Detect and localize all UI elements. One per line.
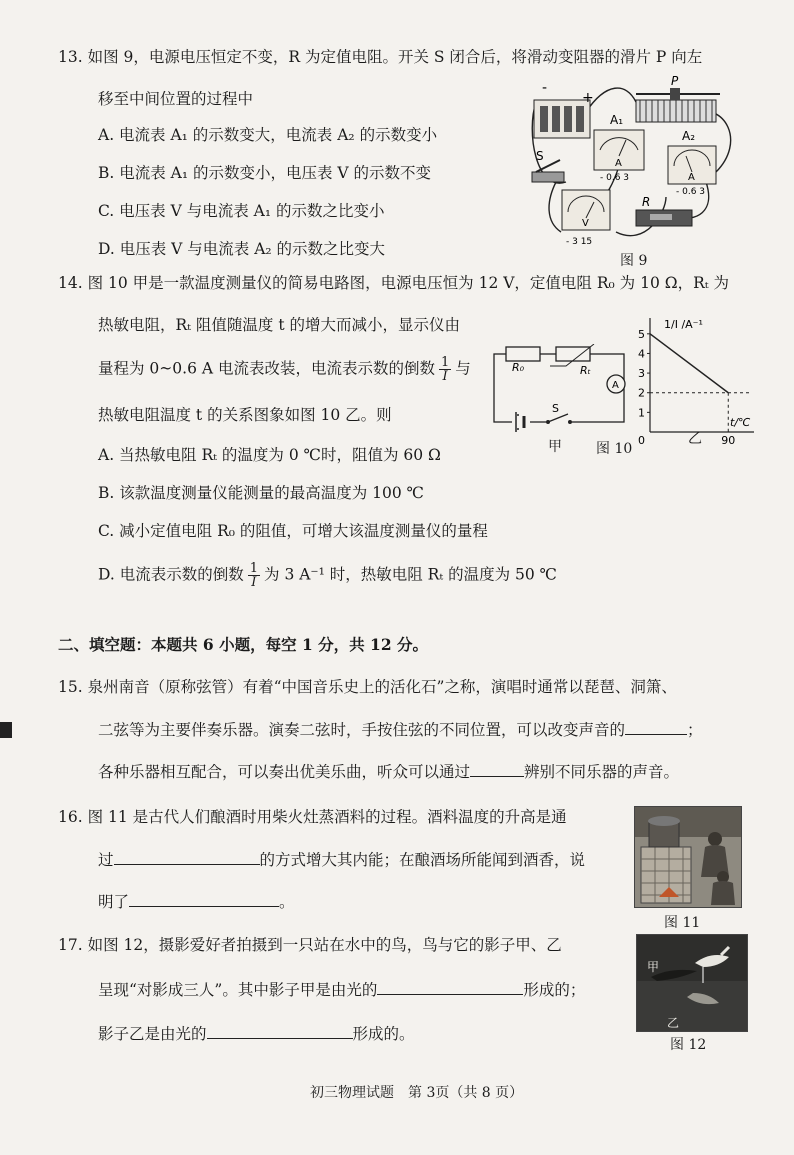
voltmeter-scale: - 3 15 <box>566 237 593 247</box>
q16-line3 <box>98 890 295 913</box>
edge-mark <box>0 722 12 738</box>
q17-line1: 17. 如图 12，摄影爱好者拍摄到一只站在水中的鸟，鸟与它的影子甲、乙 <box>58 936 562 954</box>
q14-stem-line3-tail: 与 <box>455 359 471 378</box>
fraction-numerator-d: 1 <box>249 561 259 576</box>
q13-option-b: B. 电流表 A₁ 的示数变小，电压表 V 的示数不变 <box>98 164 432 182</box>
q14-option-c: C. 减小定值电阻 R₀ 的阻值，可增大该温度测量仪的量程 <box>98 522 488 540</box>
ammeter-a1-label: A₁ <box>610 113 624 127</box>
figure-11-photo <box>634 806 742 908</box>
switch-icon <box>532 160 564 182</box>
q16-line2-tail: 的方式增大其内能；在酿酒场所能闻到酒香，说 <box>259 851 586 869</box>
y-tick-label: 1 <box>638 406 645 420</box>
q13-option-a: A. 电流表 A₁ 的示数变大，电流表 A₂ 的示数变小 <box>98 126 438 144</box>
x-axis-label: t/℃ <box>730 416 751 429</box>
r0-label: R₀ <box>512 361 525 374</box>
rt-label: Rₜ <box>580 364 591 377</box>
figure-9-circuit <box>516 72 752 262</box>
figure-10-circuit <box>490 344 630 434</box>
q14-option-b: B. 该款温度测量仪能测量的最高温度为 100 ℃ <box>98 484 425 502</box>
q15-line3-text: 各种乐器相互配合，可以奏出优美乐曲，听众可以通过 <box>98 763 471 781</box>
figure-11-caption: 图 11 <box>664 915 701 931</box>
q15-line3 <box>98 760 679 783</box>
figure-10-caption: 图 10 <box>596 441 633 457</box>
battery-plus-label: + <box>582 90 594 106</box>
q14-stem-line1: 14. 图 10 甲是一款温度测量仪的简易电路图，电源电压恒为 12 V，定值电阻 R₀ 为 10 Ω，Rₜ 为 <box>58 274 730 292</box>
page-footer: 初三物理试题 第 3页（共 8 页） <box>310 1085 524 1101</box>
resistor-r0-icon <box>506 347 540 361</box>
q17-line2-text: 呈现“对影成三人”。其中影子甲是由光的 <box>98 981 378 999</box>
q16-line3-text: 明了 <box>98 893 130 911</box>
y-tick-label: 3 <box>638 367 645 381</box>
reciprocal-fraction-d <box>248 562 260 589</box>
q14-option-a: A. 当热敏电阻 Rₜ 的温度为 0 ℃时，阻值为 60 Ω <box>98 446 441 464</box>
q15-line3-tail: 辨别不同乐器的声音。 <box>524 763 680 781</box>
q15-blank-2[interactable] <box>470 760 524 777</box>
q13-option-c: C. 电压表 V 与电流表 A₁ 的示数之比变小 <box>98 202 385 220</box>
q16-line1: 16. 图 11 是古代人们酿酒时用柴火灶蒸酒料的过程。酒料温度的升高是通 <box>58 808 567 826</box>
q17-line3 <box>98 1022 415 1045</box>
q15-line2 <box>98 718 703 741</box>
resistor-r-icon <box>636 210 692 226</box>
q16-line2 <box>98 848 585 871</box>
ammeter-a2-symbol: A <box>688 172 695 183</box>
shadow-jia-label: 甲 <box>647 960 660 974</box>
ammeter-a1-symbol: A <box>615 158 622 169</box>
q14-stem-line4: 热敏电阻温度 t 的关系图象如图 10 乙。则 <box>98 406 392 424</box>
y-tick-label: 5 <box>638 327 645 341</box>
y-tick-label: 4 <box>638 347 645 361</box>
q14-option-d-tail: 为 3 A⁻¹ 时，热敏电阻 Rₜ 的温度为 50 ℃ <box>264 565 558 584</box>
fraction-denominator: I <box>442 369 448 384</box>
switch-s-label-10: S <box>552 402 559 415</box>
ammeter-a-label: A <box>612 380 619 391</box>
voltmeter-symbol: V <box>582 218 589 229</box>
figure-10-jia-label: 甲 <box>548 439 562 455</box>
figure-12-caption: 图 12 <box>670 1037 707 1053</box>
q15-line2-text: 二弦等为主要伴奏乐器。演奏二弦时，手按住弦的不同位置，可以改变声音的 <box>98 721 626 739</box>
q14-stem-line2: 热敏电阻，Rₜ 阻值随温度 t 的增大而减小，显示仪由 <box>98 316 461 334</box>
q17-line3-tail: 形成的。 <box>352 1025 415 1043</box>
y-axis-label: 1/I /A⁻¹ <box>664 318 703 331</box>
q17-line2 <box>98 978 585 1001</box>
q15-line2-tail: ； <box>687 721 703 739</box>
battery-minus-label: - <box>542 80 548 96</box>
rheostat-icon <box>636 88 720 122</box>
ammeter-a2-label: A₂ <box>682 129 696 143</box>
switch-s-label: S <box>536 149 544 163</box>
q14-option-d-text: D. 电流表示数的倒数 <box>98 565 244 584</box>
figure-10-graph <box>630 314 760 444</box>
slider-p-label: P <box>671 74 679 88</box>
resistor-r-label: R <box>642 195 651 209</box>
q16-blank-1[interactable] <box>114 848 260 865</box>
reciprocal-fraction <box>439 356 451 383</box>
y-tick-label: 2 <box>638 386 645 400</box>
q13-stem-line1: 13. 如图 9，电源电压恒定不变，R 为定值电阻。开关 S 闭合后，将滑动变阻器的滑片 P 向左 <box>58 48 703 66</box>
thermistor-icon <box>556 347 590 361</box>
series-line <box>650 334 728 393</box>
fraction-denominator-d: I <box>251 575 257 590</box>
q17-line3-text: 影子乙是由光的 <box>98 1025 207 1043</box>
q16-line2-text: 过 <box>98 851 114 869</box>
figure-9-caption: 图 9 <box>620 253 648 269</box>
fraction-numerator: 1 <box>440 355 450 370</box>
q17-blank-1[interactable] <box>377 978 523 995</box>
q14-option-d <box>98 562 557 589</box>
q15-blank-1[interactable] <box>625 718 687 735</box>
q17-blank-2[interactable] <box>207 1022 353 1039</box>
q16-line3-tail: 。 <box>279 893 295 911</box>
q13-option-d: D. 电压表 V 与电流表 A₂ 的示数之比变大 <box>98 240 386 258</box>
q14-stem-line3 <box>98 356 471 383</box>
figure-10-yi-label: 乙 <box>688 431 702 447</box>
q13-stem-line2: 移至中间位置的过程中 <box>98 90 254 108</box>
x-tick-label: 90 <box>721 434 736 444</box>
ammeter-a1-scale: - 0.6 3 <box>600 173 630 183</box>
q16-blank-2[interactable] <box>129 890 279 907</box>
section-2-title: 二、填空题：本题共 6 小题，每空 1 分，共 12 分。 <box>58 635 429 654</box>
shadow-yi-label: 乙 <box>667 1016 680 1030</box>
q15-line1: 15. 泉州南音（原称弦管）有着“中国音乐史上的活化石”之称，演唱时通常以琵琶、洞箫、 <box>58 678 677 696</box>
x-tick-label: 0 <box>638 434 645 444</box>
figure-12-photo <box>636 934 748 1032</box>
q17-line2-tail: 形成的； <box>523 981 586 999</box>
q14-stem-line3-text: 量程为 0~0.6 A 电流表改装，电流表示数的倒数 <box>98 359 435 378</box>
ammeter-a2-scale: - 0.6 3 <box>676 187 706 197</box>
